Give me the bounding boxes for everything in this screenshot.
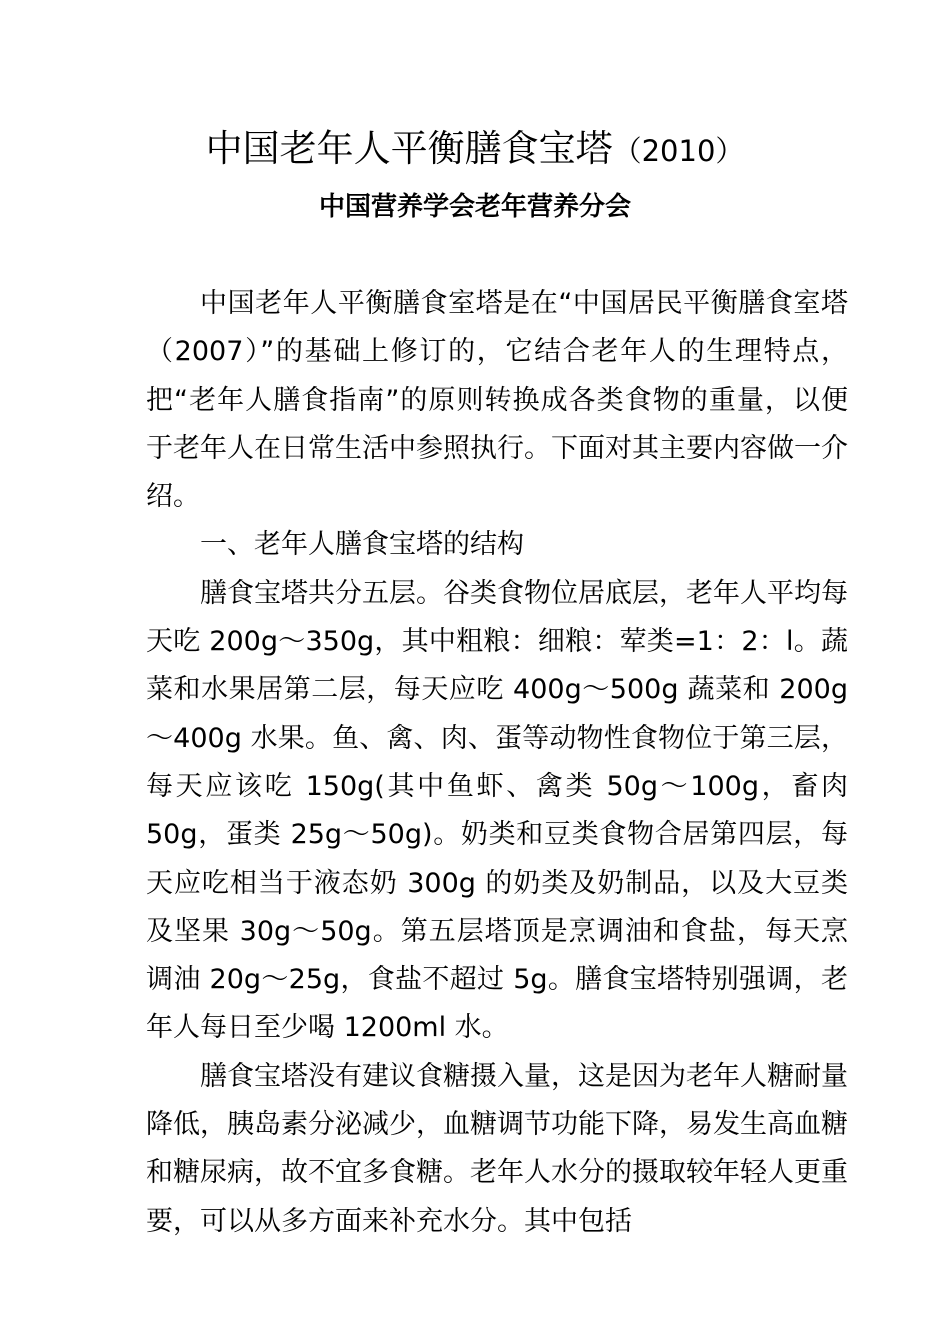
document-title-year: （2010） bbox=[612, 134, 745, 168]
paragraph-sugar-water: 膳食宝塔没有建议食糖摄入量，这是因为老年人糖耐量降低，胰岛素分泌减少，血糖调节功能下降，易发生高血糖和糖尿病，故不宜多食糖。老年人水分的摄取较年轻人更重要，可以从多方面来补充水分。其中包括 bbox=[146, 1060, 848, 1237]
document-subtitle: 中国营养学会老年营养分会 bbox=[318, 192, 631, 222]
paragraph-intro: 中国老年人平衡膳食室塔是在“中国居民平衡膳食室塔（2007）”的基础上修订的，它结合老年人的生理特点，把“老年人膳食指南”的原则转换成各类食物的重量，以便于老年人在日常生活中参照执行。下面对其主要内容做一介绍。 bbox=[146, 288, 848, 513]
document-title: 中国老年人平衡膳食宝塔 bbox=[205, 127, 613, 170]
paragraph-structure: 膳食宝塔共分五层。谷类食物位居底层，老年人平均每天吃 200g～350g，其中粗粮：细粮：荤类=1：2：l。蔬菜和水果居第二层，每天应吃 400g～500g 蔬菜和 200g～400g 水果。鱼、禽、肉、蛋等动物性食物位于第三层，每天应该吃 150g(其中鱼虾、禽类 50g～100g，畜肉 50g，蛋类 25g～50g)。奶类和豆类食物合居第四层，每天应吃相当于液态奶 300g 的奶类及奶制品，以及大豆类及坚果 30g～50g。第五层塔顶是烹调油和食盐，每天烹调油 20g～25g，食盐不超过 5g。膳食宝塔特别强调，老年人每日至少喝 1200ml 水。 bbox=[146, 577, 848, 1044]
title-row bbox=[0, 118, 950, 172]
document-body bbox=[146, 280, 848, 1246]
section-heading: 一、老年人膳食宝塔的结构 bbox=[200, 529, 524, 561]
